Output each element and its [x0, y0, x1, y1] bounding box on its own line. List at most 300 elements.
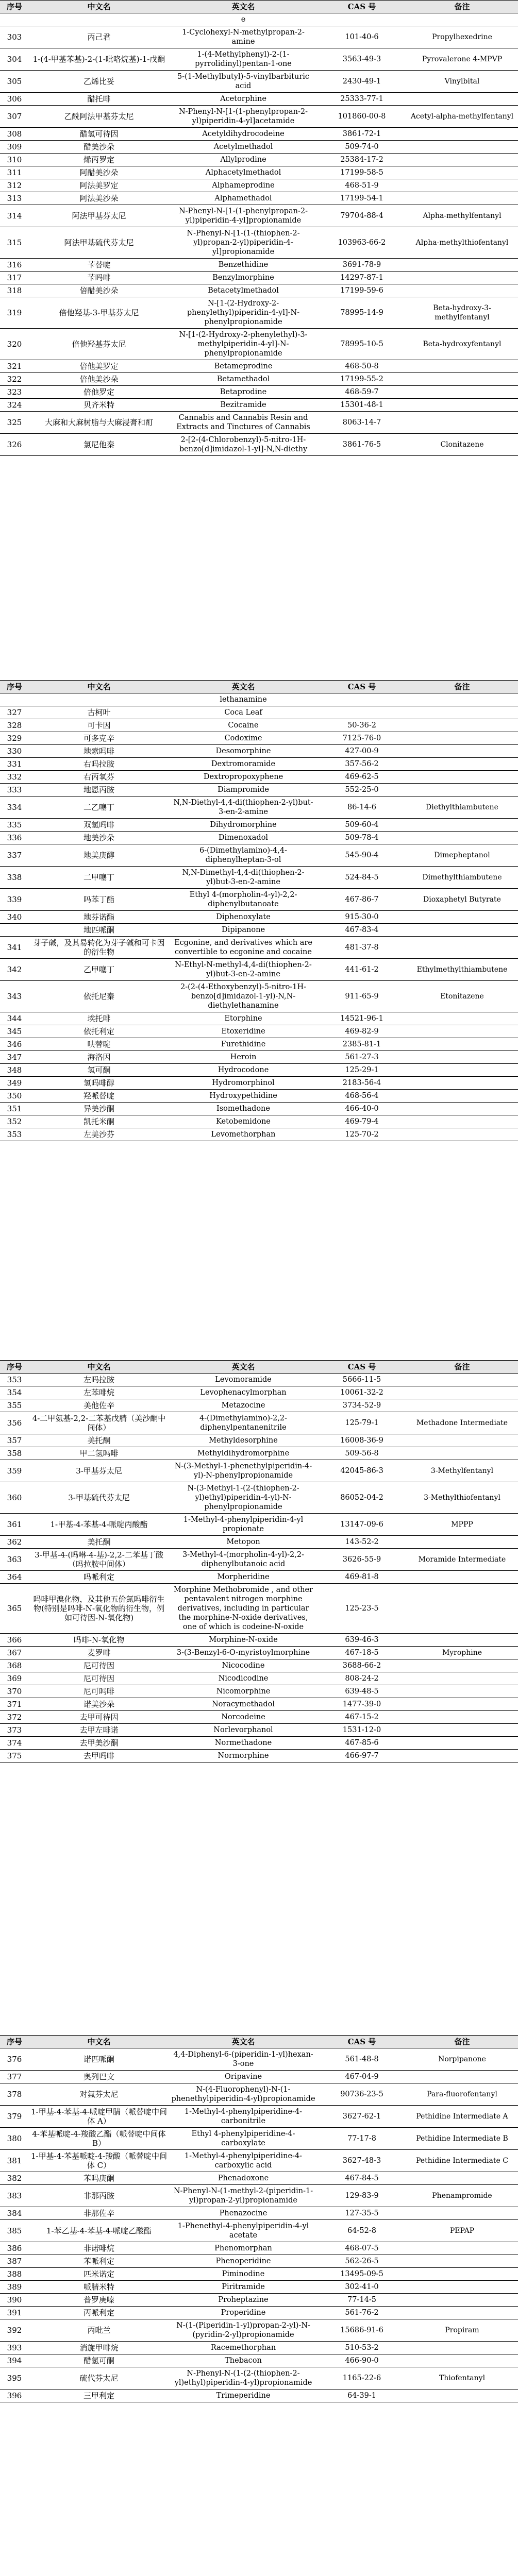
chinese-name-cell: 芽子碱，及其易转化为芽子碱和可卡因的衍生物 — [29, 937, 169, 959]
header-cas-number: CAS 号 — [318, 1, 406, 13]
english-name-cell: Alphamethadol — [169, 192, 318, 205]
row-number-cell: 320 — [0, 329, 29, 360]
row-number-cell: 383 — [0, 2185, 29, 2207]
row-number-cell: 308 — [0, 128, 29, 141]
table-row — [0, 2220, 518, 2242]
chinese-name-cell: 非那丙胺 — [29, 2185, 169, 2207]
remark-cell — [406, 179, 518, 192]
empty-cell — [318, 13, 406, 26]
chinese-name-cell: 苄吗啡 — [29, 272, 169, 284]
cas-number-cell: 86-14-6 — [318, 796, 406, 819]
row-number-cell: 381 — [0, 2150, 29, 2172]
table-row — [0, 93, 518, 106]
header-english-name: 英文名 — [169, 1361, 318, 1374]
cas-number-cell: 510-53-2 — [318, 2342, 406, 2354]
row-number-cell: 336 — [0, 832, 29, 844]
chinese-name-cell: 氯尼他秦 — [29, 434, 169, 456]
chinese-name-cell: 去甲可待因 — [29, 1711, 169, 1724]
row-number-cell: 347 — [0, 1051, 29, 1064]
chinese-name-cell: 丙吡兰 — [29, 2319, 169, 2342]
header-remark: 备注 — [406, 1361, 518, 1374]
cas-number-cell — [318, 706, 406, 719]
page-4 — [0, 2035, 518, 2402]
remark-cell: Pethidine Intermediate B — [406, 2128, 518, 2150]
cas-number-cell: 467-83-4 — [318, 924, 406, 937]
cas-number-cell: 3861-72-1 — [318, 128, 406, 141]
cas-number-cell: 357-56-2 — [318, 758, 406, 771]
remark-cell: PEPAP — [406, 2220, 518, 2242]
table-row — [0, 2185, 518, 2207]
remark-cell — [406, 911, 518, 924]
chinese-name-cell: 倍他羟基芬太尼 — [29, 329, 169, 360]
remark-cell — [406, 1012, 518, 1025]
remark-cell — [406, 1447, 518, 1460]
chinese-name-cell: 去甲吗啡 — [29, 1750, 169, 1762]
cas-number-cell: 86052-04-2 — [318, 1482, 406, 1514]
english-name-cell: Nicomorphine — [169, 1685, 318, 1698]
english-name-cell: Trimeperidine — [169, 2389, 318, 2402]
table-body — [0, 2048, 518, 2402]
row-number-cell: 396 — [0, 2389, 29, 2402]
remark-cell: Beta-hydroxyfentanyl — [406, 329, 518, 360]
table-row — [0, 179, 518, 192]
remark-cell — [406, 1399, 518, 1412]
chinese-name-cell: 醋氢可待因 — [29, 128, 169, 141]
remark-cell — [406, 1750, 518, 1762]
table-row — [0, 2294, 518, 2307]
table-row — [0, 1514, 518, 1536]
table-body — [0, 13, 518, 456]
chinese-name-cell: 苄替啶 — [29, 259, 169, 272]
table-row — [0, 784, 518, 796]
row-number-cell: 343 — [0, 981, 29, 1012]
english-name-cell: Codoxime — [169, 732, 318, 745]
chinese-name-cell: 吗苯丁酯 — [29, 889, 169, 911]
cas-number-cell: 639-48-5 — [318, 1685, 406, 1698]
chinese-name-cell: 去甲左啡诺 — [29, 1724, 169, 1737]
row-number-cell: 362 — [0, 1536, 29, 1549]
row-number-cell: 316 — [0, 259, 29, 272]
table-row — [0, 1064, 518, 1077]
english-name-cell: Dimenoxadol — [169, 832, 318, 844]
table-row — [0, 2354, 518, 2367]
english-name-cell: Desomorphine — [169, 745, 318, 758]
cas-number-cell: 3691-78-9 — [318, 259, 406, 272]
cas-number-cell: 8063-14-7 — [318, 412, 406, 434]
table-row — [0, 272, 518, 284]
remark-cell — [406, 745, 518, 758]
remark-cell — [406, 192, 518, 205]
remark-cell: Pethidine Intermediate A — [406, 2106, 518, 2128]
cas-number-cell: 1477-39-0 — [318, 1698, 406, 1711]
row-number-cell: 326 — [0, 434, 29, 456]
row-number-cell: 324 — [0, 399, 29, 412]
table-row — [0, 1698, 518, 1711]
page-1 — [0, 0, 518, 456]
cas-number-cell: 466-97-7 — [318, 1750, 406, 1762]
chinese-name-cell: 3-甲基芬太尼 — [29, 1460, 169, 1482]
table-3 — [0, 1360, 518, 1762]
english-name-cell: 1-Methyl-4-phenylpiperidin-4-yl propionate — [169, 1514, 318, 1536]
chinese-name-cell: 甲二氢吗啡 — [29, 1447, 169, 1460]
chinese-name-cell: 美托酮 — [29, 1536, 169, 1549]
table-row — [0, 1115, 518, 1128]
row-number-cell: 319 — [0, 297, 29, 329]
cas-number-cell: 2183-56-4 — [318, 1077, 406, 1090]
chinese-name-cell: 地恩丙胺 — [29, 784, 169, 796]
table-row — [0, 2281, 518, 2294]
remark-cell — [406, 1698, 518, 1711]
cas-number-cell: 639-46-3 — [318, 1634, 406, 1647]
remark-cell — [406, 166, 518, 179]
table-header — [0, 1361, 518, 1374]
cas-number-cell: 14297-87-1 — [318, 272, 406, 284]
table-row — [0, 959, 518, 981]
cas-number-cell: 1165-22-6 — [318, 2367, 406, 2389]
row-number-cell: 393 — [0, 2342, 29, 2354]
row-number-cell: 306 — [0, 93, 29, 106]
table-row — [0, 297, 518, 329]
row-number-cell: 317 — [0, 272, 29, 284]
chinese-name-cell: 吗哌利定 — [29, 1571, 169, 1584]
table-row — [0, 758, 518, 771]
english-name-cell: Dextropropoxyphene — [169, 771, 318, 784]
row-number-cell: 389 — [0, 2281, 29, 2294]
table-row — [0, 412, 518, 434]
row-number-cell: 380 — [0, 2128, 29, 2150]
chinese-name-cell: 海洛因 — [29, 1051, 169, 1064]
remark-cell: Alpha-methylfentanyl — [406, 205, 518, 227]
remark-cell: Ethylmethylthiambutene — [406, 959, 518, 981]
remark-cell — [406, 2342, 518, 2354]
row-number-cell — [0, 924, 29, 937]
chinese-name-cell: 阿法甲基芬太尼 — [29, 205, 169, 227]
english-name-cell: N-(4-Fluorophenyl)-N-(1-phenethylpiperidin-4-yl)propionamide — [169, 2083, 318, 2106]
english-name-cell: Diphenoxylate — [169, 911, 318, 924]
english-name-cell: Dextromoramide — [169, 758, 318, 771]
cas-number-cell: 14521-96-1 — [318, 1012, 406, 1025]
row-number-cell: 382 — [0, 2172, 29, 2185]
table-row — [0, 2255, 518, 2268]
remark-cell: Propiram — [406, 2319, 518, 2342]
chinese-name-cell: 哌腈米特 — [29, 2281, 169, 2294]
table-row — [0, 2389, 518, 2402]
row-number-cell: 356 — [0, 1412, 29, 1434]
english-name-cell: Coca Leaf — [169, 706, 318, 719]
cas-number-cell: 561-27-3 — [318, 1051, 406, 1064]
cas-number-cell: 78995-10-5 — [318, 329, 406, 360]
cas-number-cell: 3627-62-1 — [318, 2106, 406, 2128]
remark-cell — [406, 284, 518, 297]
remark-cell — [406, 719, 518, 732]
chinese-name-cell: 倍他羟基-3-甲基芬太尼 — [29, 297, 169, 329]
table-row — [0, 1090, 518, 1103]
chinese-name-cell: 诺美沙朵 — [29, 1698, 169, 1711]
english-name-cell: Thebacon — [169, 2354, 318, 2367]
chinese-name-cell: 二甲噻丁 — [29, 867, 169, 889]
row-number-cell: 387 — [0, 2255, 29, 2268]
remark-cell — [406, 1386, 518, 1399]
english-name-cell: Nicodicodine — [169, 1672, 318, 1685]
remark-cell — [406, 360, 518, 373]
cas-number-cell: 77-17-8 — [318, 2128, 406, 2150]
cas-number-cell: 17199-54-1 — [318, 192, 406, 205]
remark-cell — [406, 758, 518, 771]
header-english-name: 英文名 — [169, 1, 318, 13]
english-name-cell: N-Phenyl-N-[1-(1-(thiophen-2-yl)propan-2-yl)piperidin-4-yl]propionamide — [169, 227, 318, 259]
english-name-cell: Betamethadol — [169, 373, 318, 386]
remark-cell: Methadone Intermediate — [406, 1412, 518, 1434]
cas-number-cell: 125-70-2 — [318, 1128, 406, 1141]
row-number-cell: 330 — [0, 745, 29, 758]
chinese-name-cell: 大麻和大麻树脂与大麻浸膏和酊 — [29, 412, 169, 434]
table-row — [0, 399, 518, 412]
chinese-name-cell: 古柯叶 — [29, 706, 169, 719]
english-name-cell: Nicocodine — [169, 1659, 318, 1672]
cas-number-cell: 468-56-4 — [318, 1090, 406, 1103]
table-row — [0, 937, 518, 959]
chinese-name-cell: 地美沙朵 — [29, 832, 169, 844]
english-name-cell: 4,4-Diphenyl-6-(piperidin-1-yl)hexan-3-one — [169, 2048, 318, 2071]
table-header — [0, 1, 518, 13]
english-name-cell: 2-(2-(4-Ethoxybenzyl)-5-nitro-1H-benzo[d]imidazol-1-yl)-N,N-diethylethanamine — [169, 981, 318, 1012]
row-number-cell: 328 — [0, 719, 29, 732]
row-number-cell: 361 — [0, 1514, 29, 1536]
chinese-name-cell: 美他佐辛 — [29, 1399, 169, 1412]
chinese-name-cell: 二乙噻丁 — [29, 796, 169, 819]
table-row — [0, 732, 518, 745]
remark-cell: Pyrovalerone 4-MPVP — [406, 48, 518, 71]
table-row — [0, 166, 518, 179]
cas-number-cell: 467-18-5 — [318, 1647, 406, 1659]
empty-cell — [29, 13, 169, 26]
table-row — [0, 1711, 518, 1724]
cas-number-cell: 808-24-2 — [318, 1672, 406, 1685]
cas-number-cell: 915-30-0 — [318, 911, 406, 924]
table-row — [0, 2342, 518, 2354]
row-number-cell: 315 — [0, 227, 29, 259]
chinese-name-cell: 尼可吗啡 — [29, 1685, 169, 1698]
english-name-cell: N-Phenyl-N-(1-methyl-2-(piperidin-1-yl)propan-2-yl)propionamide — [169, 2185, 318, 2207]
english-name-cell: Furethidine — [169, 1038, 318, 1051]
table-row — [0, 1737, 518, 1750]
cas-number-cell: 78995-14-9 — [318, 297, 406, 329]
row-number-cell: 392 — [0, 2319, 29, 2342]
english-name-cell: Ethyl 4-(morpholin-4-yl)-2,2-diphenylbutanoate — [169, 889, 318, 911]
cas-number-cell: 552-25-0 — [318, 784, 406, 796]
chinese-name-cell: 1-苯乙基-4-苯基-4-哌啶乙酸酯 — [29, 2220, 169, 2242]
english-name-cell: Diampromide — [169, 784, 318, 796]
cas-number-cell: 1531-12-0 — [318, 1724, 406, 1737]
row-number-cell: 388 — [0, 2268, 29, 2281]
remark-cell — [406, 832, 518, 844]
english-name-cell: Etoxeridine — [169, 1025, 318, 1038]
chinese-name-cell: 1-(4-甲基苯基)-2-(1-吡咯烷基)-1-戊酮 — [29, 48, 169, 71]
continuation-text: e — [169, 13, 318, 26]
empty-cell — [406, 693, 518, 706]
chinese-name-cell: 苯吗庚酮 — [29, 2172, 169, 2185]
chinese-name-cell: 丙己君 — [29, 26, 169, 48]
table-row — [0, 1434, 518, 1447]
cas-number-cell: 90736-23-5 — [318, 2083, 406, 2106]
cas-number-cell: 3861-76-5 — [318, 434, 406, 456]
chinese-name-cell: 地芬诺酯 — [29, 911, 169, 924]
chinese-name-cell: 苯哌利定 — [29, 2255, 169, 2268]
english-name-cell: Phenoperidine — [169, 2255, 318, 2268]
english-name-cell: Hydromorphinol — [169, 1077, 318, 1090]
remark-cell — [406, 1584, 518, 1634]
english-name-cell: Alphacetylmethadol — [169, 166, 318, 179]
remark-cell: Phenampromide — [406, 2185, 518, 2207]
table-row — [0, 2106, 518, 2128]
row-number-cell: 335 — [0, 819, 29, 832]
chinese-name-cell: 丙哌利定 — [29, 2307, 169, 2319]
row-number-cell: 363 — [0, 1549, 29, 1571]
row-number-cell: 394 — [0, 2354, 29, 2367]
chinese-name-cell: 倍他美沙朵 — [29, 373, 169, 386]
row-number-cell: 340 — [0, 911, 29, 924]
row-number-cell: 331 — [0, 758, 29, 771]
english-name-cell: Proheptazine — [169, 2294, 318, 2307]
header-row-number: 序号 — [0, 1361, 29, 1374]
chinese-name-cell: 左吗拉胺 — [29, 1374, 169, 1386]
header-english-name: 英文名 — [169, 2036, 318, 2048]
table-row — [0, 1685, 518, 1698]
row-number-cell: 321 — [0, 360, 29, 373]
chinese-name-cell: 左美沙芬 — [29, 1128, 169, 1141]
cas-number-cell: 13495-09-5 — [318, 2268, 406, 2281]
empty-cell — [406, 13, 518, 26]
english-name-cell: N,N-Diethyl-4,4-di(thiophen-2-yl)but-3-en-2-amine — [169, 796, 318, 819]
remark-cell: Beta-hydroxy-3-methylfentanyl — [406, 297, 518, 329]
remark-cell — [406, 154, 518, 166]
remark-cell — [406, 819, 518, 832]
table-row — [0, 911, 518, 924]
cas-number-cell: 64-52-8 — [318, 2220, 406, 2242]
table-row — [0, 2172, 518, 2185]
empty-cell — [0, 693, 29, 706]
cas-number-cell: 125-79-1 — [318, 1412, 406, 1434]
remark-cell: Thiofentanyl — [406, 2367, 518, 2389]
row-number-cell: 357 — [0, 1434, 29, 1447]
table-row — [0, 1447, 518, 1460]
english-name-cell: Phenomorphan — [169, 2242, 318, 2255]
row-number-cell: 371 — [0, 1698, 29, 1711]
header-cas-number: CAS 号 — [318, 1361, 406, 1374]
remark-cell — [406, 1724, 518, 1737]
row-number-cell: 377 — [0, 2071, 29, 2083]
header-cas-number: CAS 号 — [318, 681, 406, 693]
table-row — [0, 2242, 518, 2255]
chinese-name-cell: 地匹哌酮 — [29, 924, 169, 937]
cas-number-cell: 101860-00-8 — [318, 106, 406, 128]
row-number-cell: 311 — [0, 166, 29, 179]
table-row — [0, 2268, 518, 2281]
table-row — [0, 192, 518, 205]
english-name-cell: 1-(4-Methylphenyl)-2-(1-pyrrolidinyl)pentan-1-one — [169, 48, 318, 71]
english-name-cell: N,N-Dimethyl-4,4-di(thiophen-2-yl)but-3-en-2-amine — [169, 867, 318, 889]
cas-number-cell: 911-65-9 — [318, 981, 406, 1012]
row-number-cell: 390 — [0, 2294, 29, 2307]
remark-cell — [406, 1064, 518, 1077]
english-name-cell: 1-Methyl-4-phenylpiperidine-4-carbonitrile — [169, 2106, 318, 2128]
row-number-cell: 360 — [0, 1482, 29, 1514]
row-number-cell: 310 — [0, 154, 29, 166]
row-number-cell: 386 — [0, 2242, 29, 2255]
english-name-cell: Phenazocine — [169, 2207, 318, 2220]
cas-number-cell: 77-14-5 — [318, 2294, 406, 2307]
chinese-name-cell: 右吗拉胺 — [29, 758, 169, 771]
table-row — [0, 2207, 518, 2220]
cas-number-cell: 16008-36-9 — [318, 1434, 406, 1447]
english-name-cell: Betaprodine — [169, 386, 318, 399]
cas-number-cell: 50-36-2 — [318, 719, 406, 732]
header-remark: 备注 — [406, 2036, 518, 2048]
chinese-name-cell: 4-二甲氨基-2,2-二苯基戊腈（美沙酮中间体） — [29, 1412, 169, 1434]
row-number-cell: 323 — [0, 386, 29, 399]
row-number-cell: 370 — [0, 1685, 29, 1698]
english-name-cell: Oripavine — [169, 2071, 318, 2083]
remark-cell: Etonitazene — [406, 981, 518, 1012]
cas-number-cell: 427-00-9 — [318, 745, 406, 758]
remark-cell: Para-fluorofentanyl — [406, 2083, 518, 2106]
row-number-cell: 375 — [0, 1750, 29, 1762]
english-name-cell: Betacetylmethadol — [169, 284, 318, 297]
header-cas-number: CAS 号 — [318, 2036, 406, 2048]
cas-number-cell: 42045-86-3 — [318, 1460, 406, 1482]
row-number-cell: 304 — [0, 48, 29, 71]
cas-number-cell: 17199-58-5 — [318, 166, 406, 179]
english-name-cell: 1-Cyclohexyl-N-methylpropan-2-amine — [169, 26, 318, 48]
table-row — [0, 1051, 518, 1064]
chinese-name-cell: 1-甲基-4-苯基-4-哌啶丙酸酯 — [29, 1514, 169, 1536]
english-name-cell: Metazocine — [169, 1399, 318, 1412]
row-number-cell: 365 — [0, 1584, 29, 1634]
remark-cell — [406, 2294, 518, 2307]
english-name-cell: Noracymethadol — [169, 1698, 318, 1711]
chinese-name-cell: 对氟芬太尼 — [29, 2083, 169, 2106]
chinese-name-cell: 硫代芬太尼 — [29, 2367, 169, 2389]
table-row — [0, 745, 518, 758]
table-row — [0, 329, 518, 360]
remark-cell — [406, 924, 518, 937]
english-name-cell: 2-[2-(4-Chlorobenzyl)-5-nitro-1H-benzo[d]imidazol-1-yl]-N,N-diethy — [169, 434, 318, 456]
cas-number-cell: 509-78-4 — [318, 832, 406, 844]
english-name-cell: N-(3-Methyl-1-phenethylpiperidin-4-yl)-N-phenylpropionamide — [169, 1460, 318, 1482]
table-row — [0, 1412, 518, 1434]
cas-number-cell: 129-83-9 — [318, 2185, 406, 2207]
cas-number-cell: 468-51-9 — [318, 179, 406, 192]
cas-number-cell: 101-40-6 — [318, 26, 406, 48]
cas-number-cell: 524-84-5 — [318, 867, 406, 889]
table-row — [0, 434, 518, 456]
cas-number-cell: 125-23-5 — [318, 1584, 406, 1634]
chinese-name-cell: 倍他美罗定 — [29, 360, 169, 373]
english-name-cell: Methyldesorphine — [169, 1434, 318, 1447]
english-name-cell: Ketobemidone — [169, 1115, 318, 1128]
header-chinese-name: 中文名 — [29, 1361, 169, 1374]
remark-cell — [406, 373, 518, 386]
remark-cell — [406, 1434, 518, 1447]
cas-number-cell: 7125-76-0 — [318, 732, 406, 745]
english-name-cell: N-Ethyl-N-methyl-4,4-di(thiophen-2-yl)but-3-en-2-amine — [169, 959, 318, 981]
remark-cell — [406, 1025, 518, 1038]
chinese-name-cell: 麦罗啡 — [29, 1647, 169, 1659]
english-name-cell: N-[1-(2-Hydroxy-2-phenylethyl)-3-methylpiperidin-4-yl]-N-phenylpropionamide — [169, 329, 318, 360]
cas-number-cell: 467-86-7 — [318, 889, 406, 911]
remark-cell — [406, 259, 518, 272]
remark-cell — [406, 2071, 518, 2083]
